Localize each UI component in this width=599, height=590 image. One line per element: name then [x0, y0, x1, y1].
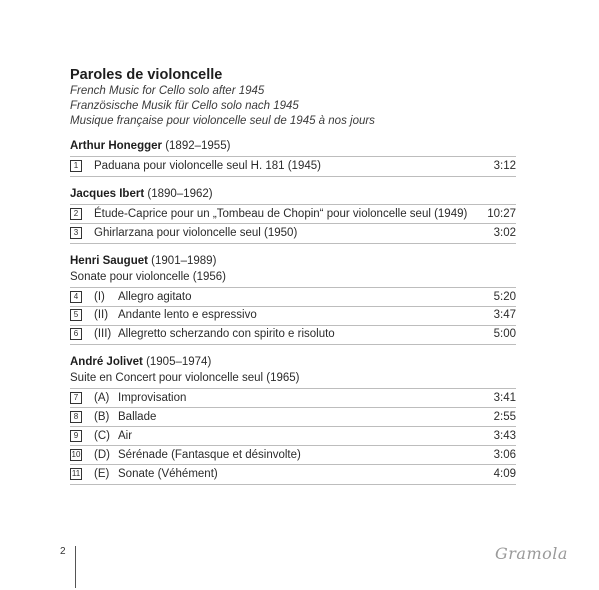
subtitle-english: French Music for Cello solo after 1945 — [70, 85, 265, 97]
movement-number: (I) — [94, 291, 105, 303]
track-row — [70, 326, 516, 342]
movement-number: (III) — [94, 328, 112, 340]
track-duration: 10:27 — [487, 208, 516, 220]
divider — [70, 426, 516, 427]
track-number: 9 — [70, 430, 82, 442]
composer-name: Henri Sauguet — [70, 255, 148, 267]
divider — [70, 388, 516, 389]
divider — [70, 445, 516, 446]
subtitle-french: Musique française pour violoncelle seul de 1945 à nos jours — [70, 115, 375, 127]
track-row — [70, 289, 516, 305]
track-row — [70, 307, 516, 323]
composer-years: (1890–1962) — [147, 188, 213, 200]
track-duration: 3:41 — [493, 392, 516, 404]
album-title: Paroles de violoncelle — [70, 67, 223, 83]
track-number: 4 — [70, 291, 82, 303]
movement-number: (E) — [94, 468, 110, 480]
track-number: 3 — [70, 227, 82, 239]
divider — [70, 484, 516, 485]
movement-number: (C) — [94, 430, 110, 442]
composer-years: (1905–1974) — [146, 356, 212, 368]
divider — [70, 176, 516, 177]
work-title: Sonate pour violoncelle (1956) — [70, 271, 226, 283]
divider — [70, 344, 516, 345]
track-duration: 2:55 — [493, 411, 516, 423]
composer-heading — [70, 254, 216, 269]
track-row — [70, 466, 516, 482]
track-row — [70, 390, 516, 406]
folio-rule — [75, 546, 76, 588]
track-row — [70, 428, 516, 444]
track-number: 2 — [70, 208, 82, 220]
divider — [70, 156, 516, 157]
track-number: 5 — [70, 309, 82, 321]
track-title: Air — [118, 430, 133, 442]
track-duration: 3:02 — [493, 227, 516, 239]
track-number: 10 — [71, 450, 81, 459]
work-title: Suite en Concert pour violoncelle seul (1965) — [70, 372, 300, 384]
divider — [70, 407, 516, 408]
divider — [70, 464, 516, 465]
divider — [70, 287, 516, 288]
composer-heading — [70, 139, 230, 154]
composer-name: Jacques Ibert — [70, 188, 145, 200]
track-title: Paduana pour violoncelle seul H. 181 (1945) — [94, 160, 321, 172]
composer-heading — [70, 187, 213, 202]
movement-number: (A) — [94, 392, 110, 404]
divider — [70, 223, 516, 224]
track-title: Sérénade (Fantasque et désinvolte) — [118, 449, 301, 461]
track-title: Sonate (Véhément) — [118, 468, 218, 480]
composer-name: Arthur Honegger — [70, 140, 162, 152]
gramola-logo: Gramola — [495, 544, 568, 563]
track-row — [70, 158, 516, 174]
track-number: 1 — [70, 160, 82, 172]
divider — [70, 204, 516, 205]
track-row — [70, 225, 516, 241]
track-duration: 3:12 — [493, 160, 516, 172]
track-title: Ballade — [118, 411, 157, 423]
track-duration: 3:47 — [493, 309, 516, 321]
composer-years: (1901–1989) — [151, 255, 217, 267]
track-number: 8 — [70, 411, 82, 423]
track-title: Andante lento e espressivo — [118, 309, 257, 321]
track-duration: 3:43 — [493, 430, 516, 442]
track-duration: 4:09 — [493, 468, 516, 480]
track-number: 6 — [70, 328, 82, 340]
track-title: Étude-Caprice pour un „Tombeau de Chopin“ pour violoncelle seul (1949) — [94, 208, 468, 220]
page-number: 2 — [60, 546, 66, 557]
track-number: 7 — [70, 392, 82, 404]
track-title: Ghirlarzana pour violoncelle seul (1950) — [94, 227, 298, 239]
track-title: Allegro agitato — [118, 291, 192, 303]
track-duration: 5:00 — [493, 328, 516, 340]
track-title: Improvisation — [118, 392, 187, 404]
movement-number: (B) — [94, 411, 110, 423]
movement-number: (II) — [94, 309, 109, 321]
track-duration: 3:06 — [493, 449, 516, 461]
divider — [70, 243, 516, 244]
composer-name: André Jolivet — [70, 356, 143, 368]
composer-heading — [70, 355, 211, 370]
track-row — [70, 447, 516, 463]
track-row — [70, 409, 516, 425]
track-duration: 5:20 — [493, 291, 516, 303]
composer-years: (1892–1955) — [165, 140, 231, 152]
track-title: Allegretto scherzando con spirito e risoluto — [118, 328, 335, 340]
album-header — [70, 66, 375, 129]
subtitle-german: Französische Musik für Cello solo nach 1945 — [70, 100, 299, 112]
track-number: 11 — [71, 469, 81, 478]
track-row — [70, 206, 516, 222]
movement-number: (D) — [94, 449, 110, 461]
